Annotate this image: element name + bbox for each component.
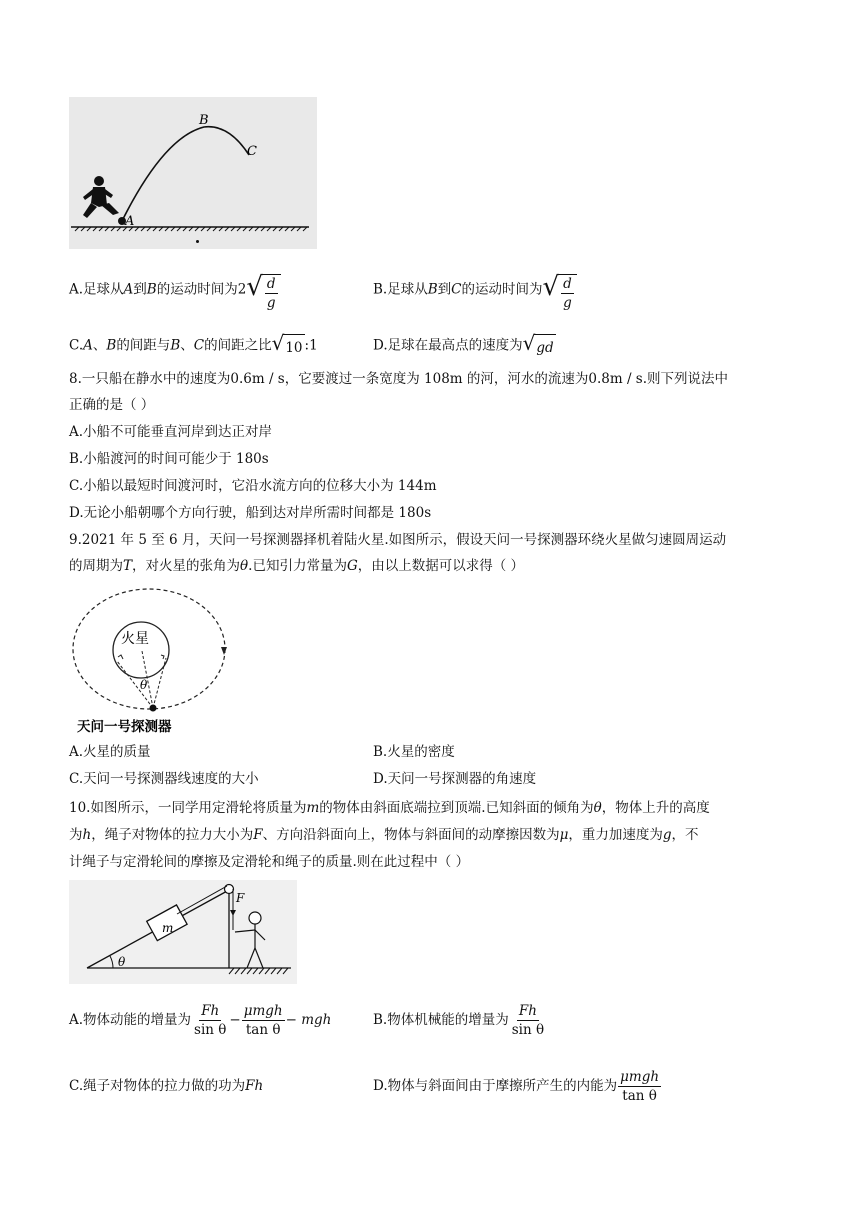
q9-option-b[interactable]: B.火星的密度 <box>373 744 455 760</box>
mars-label: 火星 <box>121 631 149 647</box>
q7-option-a[interactable]: A.足球从A到B的运动时间为2 √ $\frac{d}{g}$ <box>69 268 281 312</box>
point-b-label: B <box>199 113 209 128</box>
q10-option-a[interactable]: A.物体动能的增量为 $\frac{Fh}{\text{sin θ}}$ − $\frac{\text{μmgh}}{\text{tan θ}}$ − mgh <box>69 1003 332 1038</box>
force-label: F <box>236 891 245 905</box>
q10-stem-line-3: 计绳子与定滑轮间的摩擦及定滑轮和绳子的质量.则在此过程中（ ） <box>69 854 470 870</box>
q8-option-d[interactable]: D.无论小船朝哪个方向行驶，船到达对岸所需时间都是 180s <box>69 505 432 521</box>
angle-theta-label: θ <box>140 678 148 692</box>
incline-pulley-figure <box>69 880 297 984</box>
q10-stem-line-1: 10.如图所示，一同学用定滑轮将质量为m的物体由斜面底端拉到顶端.已知斜面的倾角为θ，物体上升的高度 <box>69 800 710 816</box>
q9-stem-line-1: 9.2021 年 5 至 6 月，天问一号探测器择机着陆火星.如图所示，假设天问一号探测器环绕火星做匀速圆周运动 <box>69 532 727 548</box>
q9-option-a[interactable]: A.火星的质量 <box>69 744 151 760</box>
q10-option-c[interactable]: C.绳子对物体的拉力做的功为Fh <box>69 1078 264 1094</box>
incline-angle-label: θ <box>118 955 126 969</box>
point-a-label: A <box>125 214 135 229</box>
q10-stem-line-2: 为h，绳子对物体的拉力大小为F、方向沿斜面向上，物体与斜面间的动摩擦因数为μ，重力加速度为g，不 <box>69 827 699 843</box>
q8-stem-line-1: 8.一只船在静水中的速度为0.6m / s，它要渡过一条宽度为 108m 的河，河水的流速为0.8m / s.则下列说法中 <box>69 371 729 387</box>
point-c-label: C <box>247 144 257 159</box>
q8-option-c[interactable]: C.小船以最短时间渡河时，它沿水流方向的位移大小为 144m <box>69 478 437 494</box>
q10-option-d[interactable]: D.物体与斜面间由于摩擦所产生的内能为 $\frac{\text{μmgh}}{\text{tan θ}}$ <box>373 1069 660 1104</box>
q9-stem-line-2: 的周期为T，对火星的张角为θ.已知引力常量为G，由以上数据可以求得（ ） <box>69 558 525 574</box>
q8-option-b[interactable]: B.小船渡河的时间可能少于 180s <box>69 451 269 467</box>
q7-option-b[interactable]: B.足球从B到C的运动时间为 √ $\frac{d}{g}$ <box>373 268 577 312</box>
mars-orbit-figure <box>69 585 229 737</box>
q7-option-c[interactable]: C.A、B的间距与B、C的间距之比 √ 10 :1 <box>69 331 318 361</box>
football-trajectory-figure <box>69 97 317 249</box>
mass-label: m <box>162 921 174 935</box>
q8-stem-line-2: 正确的是（ ） <box>69 397 155 413</box>
q9-option-c[interactable]: C.天问一号探测器线速度的大小 <box>69 771 259 787</box>
q9-option-d[interactable]: D.天问一号探测器的角速度 <box>373 771 537 787</box>
q7-option-d[interactable]: D.足球在最高点的速度为 √ gd <box>373 331 556 361</box>
probe-caption: 天问一号探测器 <box>77 719 172 735</box>
stray-dot <box>196 240 199 243</box>
q10-option-b[interactable]: B.物体机械能的增量为 $\frac{Fh}{\text{sin θ}}$ <box>373 1003 545 1038</box>
q8-option-a[interactable]: A.小船不可能垂直河岸到达正对岸 <box>69 424 273 440</box>
